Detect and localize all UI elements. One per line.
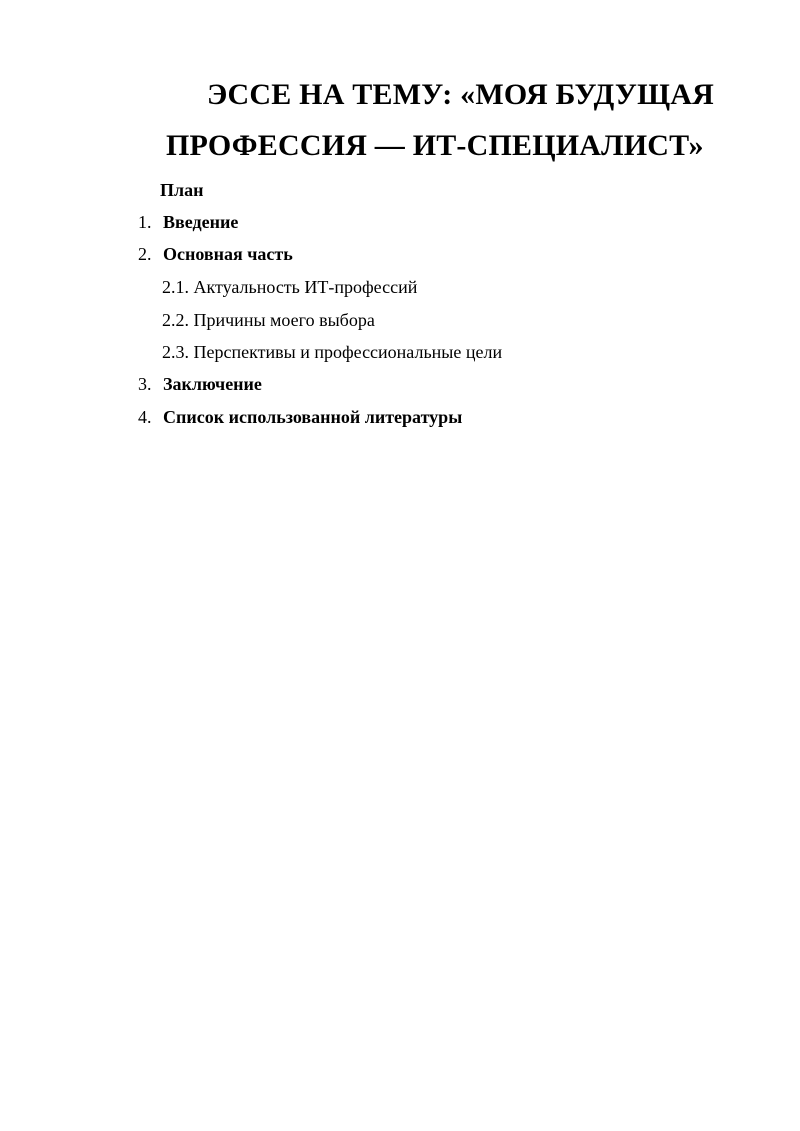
plan-subitem-relevance: 2.1. Актуальность ИТ-профессий — [162, 277, 418, 297]
plan-heading: План — [160, 180, 204, 200]
plan-item-label: Введение — [163, 212, 239, 232]
document-title-line-1: ЭССЕ НА ТЕМУ: «МОЯ БУДУЩАЯ — [207, 78, 714, 111]
plan-subitem-prospects: 2.3. Перспективы и профессиональные цели — [162, 342, 503, 362]
plan-item-number: 3. — [138, 374, 152, 394]
document-title-line-2: ПРОФЕССИЯ — ИТ-СПЕЦИАЛИСТ» — [166, 129, 704, 162]
plan-item-label: Основная часть — [163, 244, 293, 264]
plan-subitem-reasons: 2.2. Причины моего выбора — [162, 310, 375, 330]
plan-item-label: Список использованной литературы — [163, 407, 463, 427]
plan-item-label: Заключение — [163, 374, 262, 394]
plan-item-number: 4. — [138, 407, 152, 427]
plan-item-number: 1. — [138, 212, 152, 232]
plan-item-number: 2. — [138, 244, 152, 264]
